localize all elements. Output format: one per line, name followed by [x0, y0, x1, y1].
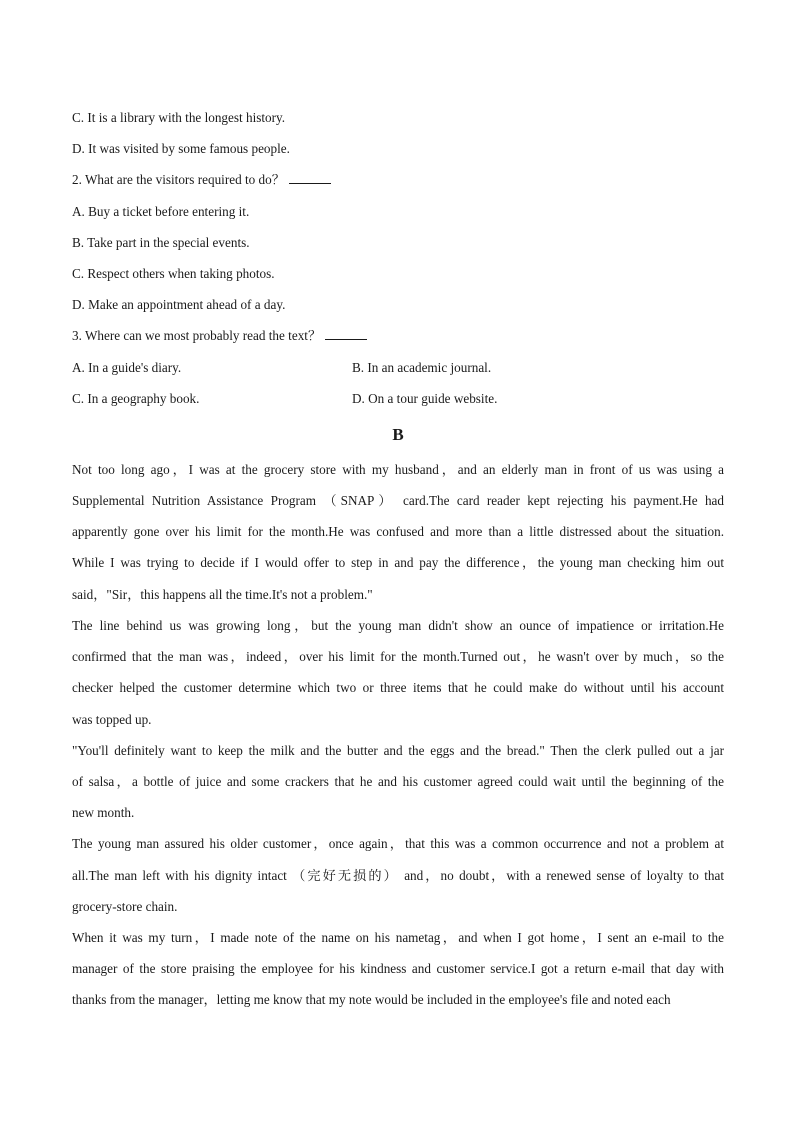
passage-line: manager of the store praising the employee for his kindness and customer service.I got a return e-mail that day with	[72, 961, 724, 977]
passage-paragraph-5	[72, 922, 724, 1016]
passage-line: checker helped the customer determine which two or three items that he could make do without until his account	[72, 680, 724, 696]
passage-line: When it was my turn，I made note of the name on his nametag，and when I got home，I sent an e-mail to the	[72, 929, 724, 945]
q3-option-d: D. On a tour guide website.	[352, 390, 498, 406]
q1-option-c: C. It is a library with the longest history.	[72, 110, 286, 125]
q2-stem-text: 2. What are the visitors required to do？	[72, 172, 285, 188]
q2-option-d: D. Make an appointment ahead of a day.	[72, 297, 286, 313]
passage-paragraph-1	[72, 454, 724, 610]
q1-option-d: D. It was visited by some famous people.	[72, 141, 290, 157]
section-b-title: B	[392, 424, 404, 444]
passage-line: grocery-store chain.	[72, 898, 178, 914]
q3-stem	[72, 320, 724, 351]
passage-paragraph-2	[72, 610, 724, 735]
passage-line: The young man assured his older customer，once again，that this was a common occurrence and not a problem at	[72, 836, 724, 852]
passage-line: all.The man left with his dignity intact （完好无损的） and，no doubt，with a renewed sense of loyalty to that	[72, 867, 724, 883]
q3-stem-text: 3. Where can we most probably read the text？	[72, 328, 322, 344]
passage-line: thanks from the manager，letting me know that my note would be included in the employee's file and noted each	[72, 992, 671, 1008]
q3-answer-blank[interactable]	[325, 327, 367, 340]
q3-options-row-2	[72, 383, 724, 414]
passage-line: Not too long ago，I was at the grocery store with my husband，and an elderly man in front of us was using a	[72, 461, 724, 477]
passage-line: said，"Sir，this happens all the time.It's not a problem."	[72, 586, 373, 602]
q2-answer-blank[interactable]	[289, 171, 331, 184]
passage-line: of salsa，a bottle of juice and some crackers that he and his customer agreed could wait until the beginning of the	[72, 773, 724, 789]
q2-option-a: A. Buy a ticket before entering it.	[72, 203, 250, 219]
passage-line: new month.	[72, 805, 135, 821]
q3-option-a: A. In a guide's diary.	[72, 359, 182, 375]
passage-paragraph-4	[72, 828, 724, 922]
passage-line: apparently gone over his limit for the month.He was confused and more than a little distressed about the situation.	[72, 524, 724, 540]
passage-paragraph-3	[72, 735, 724, 829]
q2-stem	[72, 164, 724, 195]
passage-line: Supplemental Nutrition Assistance Program （SNAP） card.The card reader kept rejecting his payment.He had	[72, 493, 724, 509]
q3-options-row-1	[72, 352, 724, 383]
passage-line: While I was trying to decide if I would offer to step in and pay the difference，the young man checking him out	[72, 555, 724, 571]
passage-line: confirmed that the man was，indeed，over his limit for the month.Turned out，he wasn't over by much，so the	[72, 649, 724, 665]
exam-page	[72, 102, 724, 1016]
passage-line: "You'll definitely want to keep the milk and the butter and the eggs and the bread." Then the clerk pulled out a jar	[72, 742, 724, 758]
q3-option-c: C. In a geography book.	[72, 390, 200, 406]
passage-line: The line behind us was growing long，but the young man didn't show an ounce of impatience or irritation.He	[72, 617, 724, 633]
q2-option-b: B. Take part in the special events.	[72, 234, 250, 250]
q2-option-c: C. Respect others when taking photos.	[72, 265, 275, 281]
q3-option-b: B. In an academic journal.	[352, 359, 492, 375]
passage-line: was topped up.	[72, 711, 152, 727]
